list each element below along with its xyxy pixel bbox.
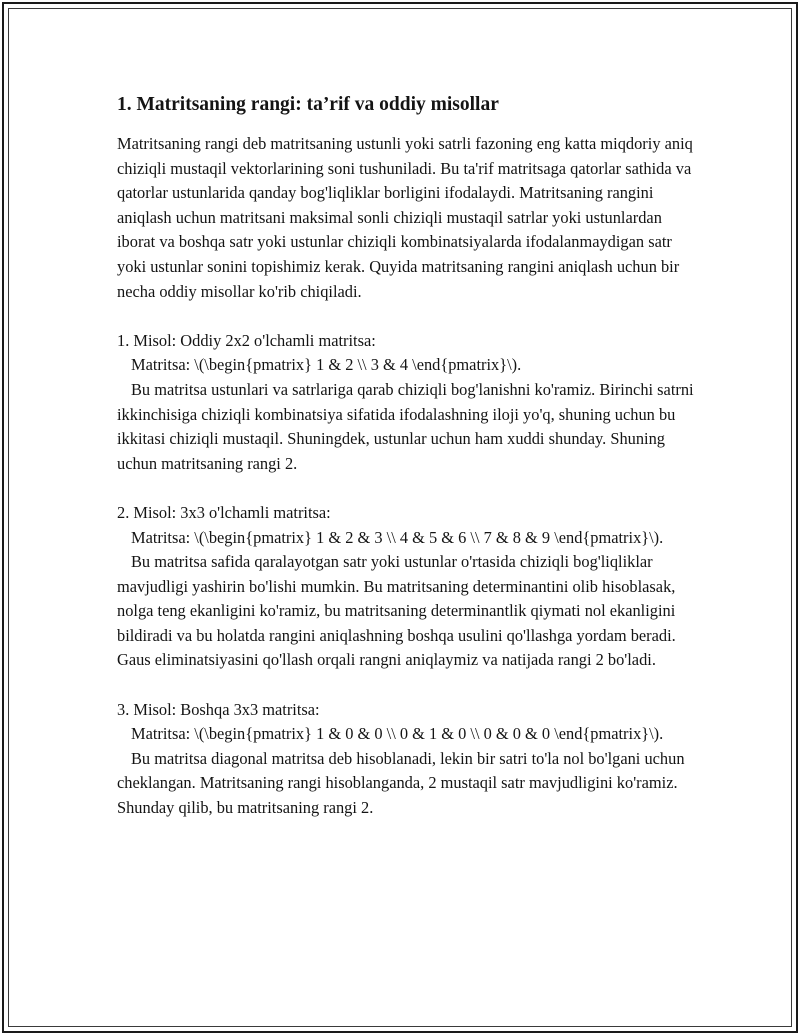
example-block-2: [117, 501, 697, 673]
example-matrix: Matritsa: \(\begin{pmatrix} 1 & 2 \\ 3 & 4 \end{pmatrix}\).: [131, 355, 522, 375]
indent-space: [117, 552, 131, 571]
example-heading: 2. Misol: 3x3 o'lchamli matritsa:: [117, 502, 331, 522]
indent-space: [117, 724, 131, 743]
paragraph-gap: [117, 476, 697, 501]
example-explanation: [117, 747, 697, 821]
section-title: 1. Matritsaning rangi: ta’rif va oddiy misollar: [117, 94, 499, 115]
paragraph-gap: [117, 304, 697, 329]
example-matrix-text: Matritsa: \(\begin{pmatrix} 1 & 2 & 3 \\ 4 & 5 & 6 \\ 7 & 8 & 9 \end{pmatrix}\).: [131, 527, 664, 547]
indent-space: [117, 528, 131, 547]
example-heading: 1. Misol: Oddiy 2x2 o'lchamli matritsa:: [117, 330, 376, 350]
example-heading: 3. Misol: Boshqa 3x3 matritsa:: [117, 699, 320, 719]
example-explanation-text: Bu matritsa safida qaralayotgan satr yoki ustunlar o'rtasida chiziqli bog'liqliklar mavjudligi yashirin bo'lishi mumkin. Bu matritsaning determinantini olib hisoblasak, nolga teng ekanligini ko'ramiz, bu matritsaning determinantlik qiymati nol ekanligini bildiradi va bu holatda rangini aniqlashning boshqa usulini qo'llashga yordam beradi. Gaus eliminatsiyasini qo'llash orqali rangni aniqlaymiz va natijada rangi 2 bo'ladi.: [117, 552, 676, 670]
example-block-3: [117, 698, 697, 821]
paragraph-gap: [117, 673, 697, 698]
example-matrix: [117, 722, 697, 747]
example-explanation: [117, 550, 697, 673]
indent-space: [117, 749, 131, 768]
document-content: [117, 92, 697, 821]
example-explanation: [117, 378, 697, 476]
example-matrix: [117, 526, 697, 551]
example-block-1: [117, 329, 697, 477]
example-explanation-text: Bu matritsa ustunlari va satrlariga qarab chiziqli bog'lanishni ko'ramiz. Birinchi satrni ikkinchisiga chiziqli kombinatsiya sifatida ifodalashning iloji yo'q, shuning uchun bu ikkitasi chiziqli mustaqil. Shuningdek, ustunlar uchun ham xuddi shunday. Shuning uchun matritsaning rangi 2.: [117, 379, 694, 473]
intro-paragraph: Matritsaning rangi deb matritsaning ustunli yoki satrli fazoning eng katta miqdoriy aniq chiziqli mustaqil vektorlarining soni tushuniladi. Bu ta'rif matritsaga qatorlar sathida va qatorlar ustunlarida qanday bog'liqliklar borligini ifodalaydi. Matritsaning rangini aniqlash uchun matritsani maksimal sonli chiziqli mustaqil satrlar yoki ustunlardan iborat va boshqa satr yoki ustunlar chiziqli kombinatsiyalarda ifodalanmaydigan satr yoki ustunlar sonini topishimiz kerak. Quyida matritsaning rangini aniqlash uchun bir necha oddiy misollar ko'rib chiqiladi.: [117, 134, 693, 301]
example-matrix-text: Matritsa: \(\begin{pmatrix} 1 & 0 & 0 \\ 0 & 1 & 0 \\ 0 & 0 & 0 \end{pmatrix}\).: [131, 724, 664, 744]
indent-space: [117, 380, 131, 399]
example-explanation-text: Bu matritsa diagonal matritsa deb hisoblanadi, lekin bir satri to'la nol bo'lgani uchun cheklangan. Matritsaning rangi hisoblanganda, 2 mustaqil satr mavjudligini ko'ramiz. Shunday qilib, bu matritsaning rangi 2.: [117, 748, 685, 818]
